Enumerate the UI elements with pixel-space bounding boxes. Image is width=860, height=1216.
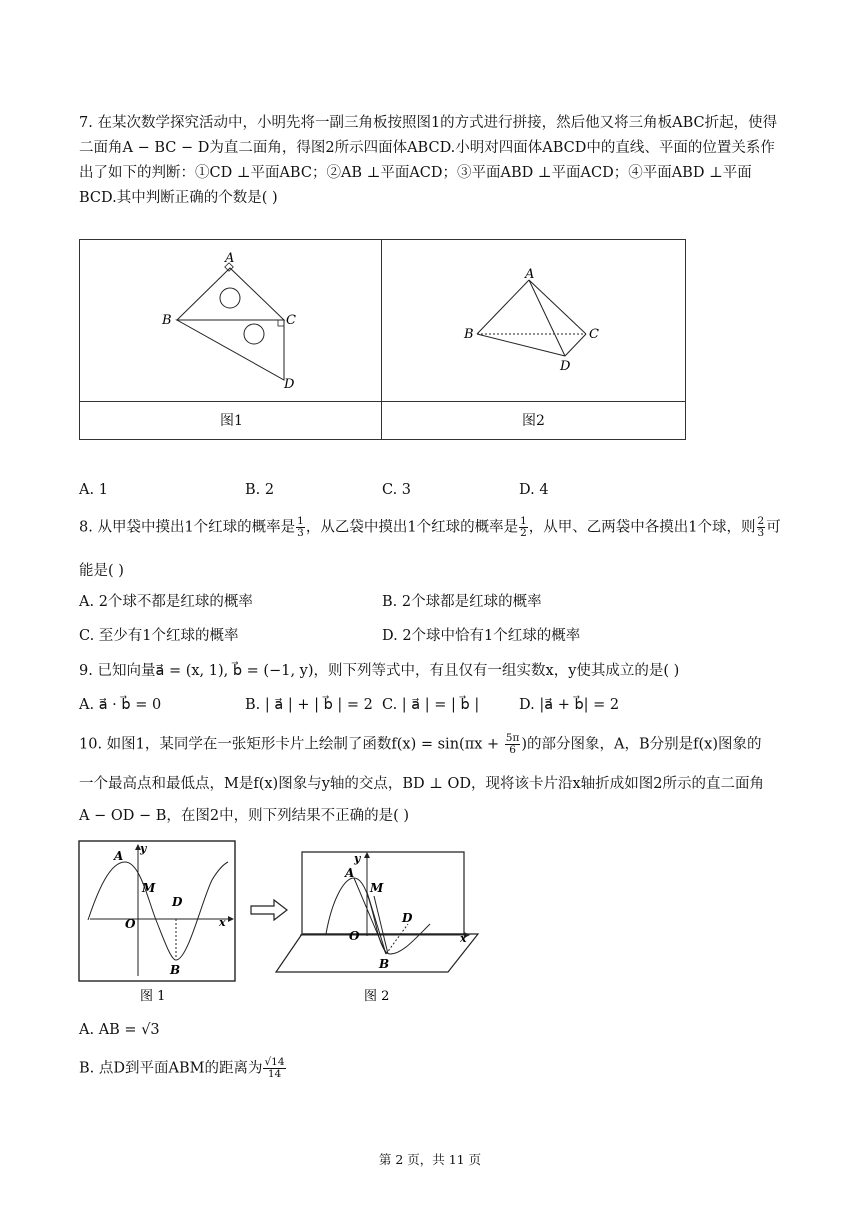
q9-option-c: C. | a⃗ | = | b⃗ | xyxy=(382,697,480,713)
question-8-line-2: 能是( ) xyxy=(79,563,124,579)
svg-text:O: O xyxy=(125,917,136,931)
figure-1-triangles xyxy=(80,240,381,401)
q8-mid-1: ，从乙袋中摸出1个红球的概率是 xyxy=(305,519,519,536)
question-10-line-2: 一个最高点和最低点，M是f(x)图象与y轴的交点，BD ⊥ OD，现将该卡片沿x轴折成如图2所示的直二面角 xyxy=(79,776,764,792)
table-divider-horizontal xyxy=(80,401,685,402)
q8-option-c: C. 至少有1个红球的概率 xyxy=(79,628,239,644)
q9-option-b: B. | a⃗ | + | b⃗ | = 2 xyxy=(245,697,373,713)
svg-text:M: M xyxy=(142,881,156,895)
q9-option-a: A. a⃗ · b⃗ = 0 xyxy=(79,697,162,713)
figure-2-caption: 图2 xyxy=(522,413,545,429)
svg-text:x: x xyxy=(219,916,226,929)
q10-figure-2-caption: 图 2 xyxy=(364,989,390,1004)
svg-text:O: O xyxy=(349,929,360,943)
svg-text:x: x xyxy=(460,932,467,945)
question-8-line-1 xyxy=(79,516,789,538)
q10-figure-1-caption: 图 1 xyxy=(140,989,166,1004)
figure-2-tetrahedron xyxy=(382,240,685,401)
fraction-5pi-6: $\frac{5\pi}{6}$ xyxy=(505,732,520,756)
svg-text:A: A xyxy=(345,866,355,880)
svg-text:B: B xyxy=(379,957,390,971)
svg-text:A: A xyxy=(114,849,124,863)
fig2-label-d: D xyxy=(560,359,571,374)
sqrt-3: √3 xyxy=(141,1022,160,1038)
q9-option-d: D. |a⃗ + b⃗| = 2 xyxy=(519,697,620,713)
q10-figure-1-graph xyxy=(78,840,238,1004)
svg-text:y: y xyxy=(354,852,361,865)
q10-option-b: B. 点D到平面ABM的距离为 $\frac{√14}{14}$ xyxy=(79,1056,285,1080)
q10-figure-2-folded xyxy=(274,840,484,1004)
q8-lead: 8. 从甲袋中摸出1个红球的概率是 xyxy=(79,519,296,536)
q8-option-a: A. 2个球不都是红球的概率 xyxy=(79,594,253,610)
q8-tail-1: 可 xyxy=(766,519,781,536)
fraction-1-2: $\frac{1}{2}$ xyxy=(520,515,527,539)
fraction-2-3: $\frac{2}{3}$ xyxy=(757,515,765,539)
fig1-label-c: C xyxy=(286,313,296,328)
q7-option-a: A. 1 xyxy=(79,482,108,498)
q7-option-d: D. 4 xyxy=(519,482,549,498)
fraction-1-3: $\frac{1}{3}$ xyxy=(297,515,304,539)
fig2-label-c: C xyxy=(589,327,599,342)
fig1-label-d: D xyxy=(284,377,295,392)
fig1-label-b: B xyxy=(162,313,172,328)
q10-option-a: A. AB = √3 xyxy=(79,1022,160,1038)
svg-text:D: D xyxy=(402,911,413,925)
svg-text:y: y xyxy=(140,842,147,855)
question-9-text: 9. 已知向量a⃗ = (x, 1), b⃗ = (−1, y)，则下列等式中，有且仅有一组实数x，y使其成立的是( ) xyxy=(79,663,680,679)
svg-text:B: B xyxy=(170,963,181,977)
fig2-label-a: A xyxy=(525,267,535,282)
q8-option-d: D. 2个球中恰有1个红球的概率 xyxy=(382,628,581,644)
question-10-line-3: A − OD − B，在图2中，则下列结果不正确的是( ) xyxy=(79,808,410,824)
page-footer: 第 2 页，共 11 页 xyxy=(378,1152,482,1167)
q7-option-b: B. 2 xyxy=(245,482,275,498)
svg-text:D: D xyxy=(172,895,183,909)
q8-mid-2: ，从甲、乙两袋中各摸出1个球，则 xyxy=(528,519,756,536)
question-7-text: 7. 在某次数学探究活动中，小明先将一副三角板按照图1的方式进行拼接，然后他又将三角板ABC折起，使得二面角A − BC − D为直二面角，得图2所示四面体ABCD.小明对四面体ABCD中的直线、平面的位置关系作出了如下的判断：①CD ⊥平面ABC；②AB ⊥平面ACD；③平面ABD ⊥平面ACD；④平面ABD ⊥平面BCD.其中判断正确的个数是( ) xyxy=(79,115,778,206)
fig2-label-b: B xyxy=(464,327,474,342)
q8-option-b: B. 2个球都是红球的概率 xyxy=(382,594,542,610)
question-10-line-1: 10. 如图1，某同学在一张矩形卡片上绘制了函数f(x) = sin(πx + $\frac{5\pi}{6}$ )的部分图象，A，B分别是f(x)图象的 xyxy=(79,732,762,756)
svg-text:M: M xyxy=(370,881,384,895)
fraction-sqrt14-14: $\frac{√14}{14}$ xyxy=(264,1056,285,1080)
question-7-figure-table xyxy=(79,239,686,440)
q7-option-c: C. 3 xyxy=(382,482,412,498)
figure-1-caption: 图1 xyxy=(220,413,243,429)
fig1-label-a: A xyxy=(225,251,235,266)
